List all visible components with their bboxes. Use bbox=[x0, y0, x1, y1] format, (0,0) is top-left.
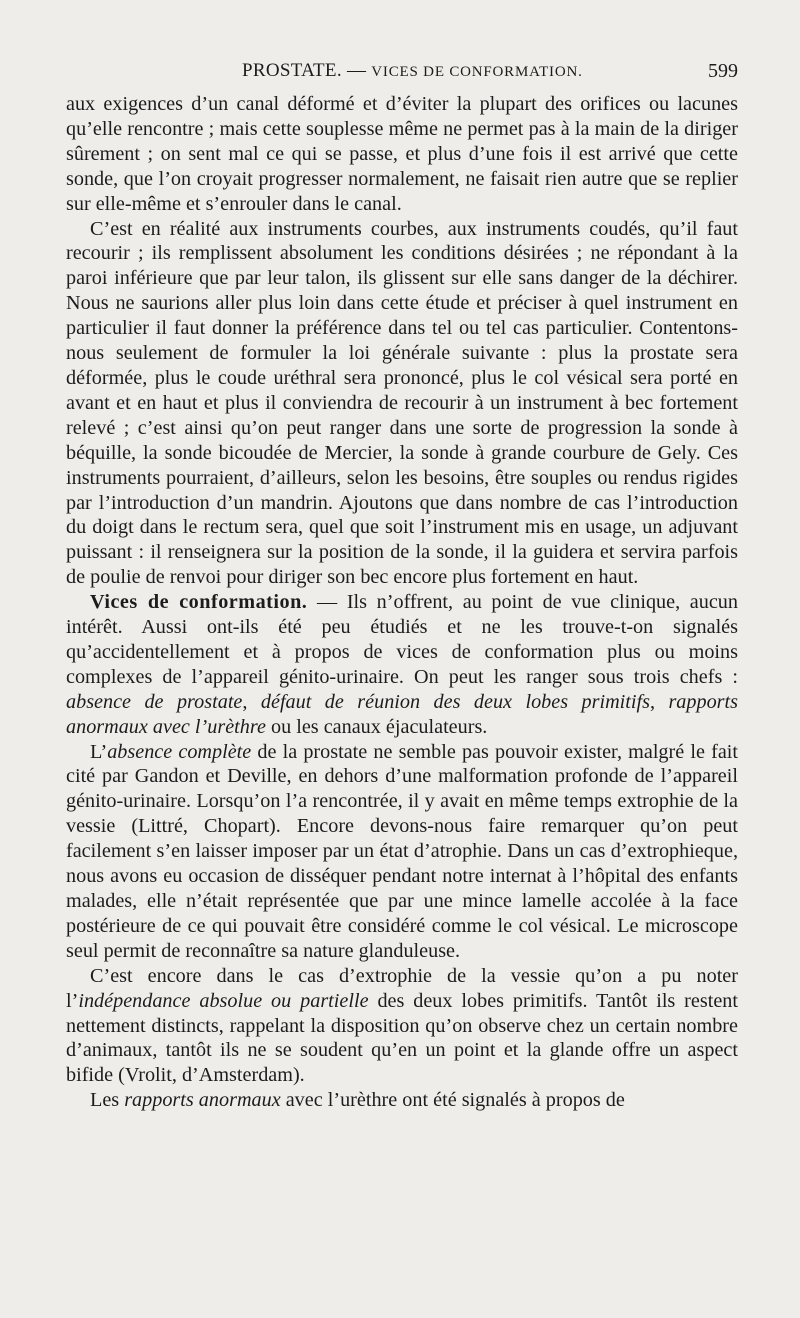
text-run: — Ils n’offrent, au point de vue clinique, aucun intérêt. Aussi ont-ils été peu étudiés et ne les trouve-t-on signalés qu’accidentellement et à propos de vices de conformation plus ou moins complexes de l’appareil génito-urinaire. On peut les ranger sous trois chefs : bbox=[66, 591, 738, 688]
section-heading: Vices de conformation. bbox=[90, 591, 308, 614]
paragraph-vices-de-conformation bbox=[66, 590, 738, 739]
text-run: C’est encore dans le cas d’extrophie de la vessie qu’on a pu noter l’ bbox=[66, 964, 738, 1012]
header-section-title: VICES DE CONFORMATION. bbox=[371, 64, 583, 80]
paragraph-independance bbox=[66, 964, 738, 1089]
text-run: avec l’urèthre ont été signalés à propos de bbox=[280, 1089, 625, 1112]
paragraph-absence-complete bbox=[66, 740, 738, 964]
text-run: L’ bbox=[90, 740, 108, 763]
page-body bbox=[66, 92, 738, 1113]
emphasis-text: défaut de réunion des deux lobes primitifs bbox=[260, 690, 650, 713]
page-number: 599 bbox=[708, 60, 738, 82]
emphasis-text: absence complète bbox=[107, 740, 252, 763]
paragraph-2: C’est en réalité aux instruments courbes, aux instruments coudés, qu’il faut recourir ; ils remplissent absolument les conditions désirées ; ne répondant à la paroi inférieure que par leur talon, ils glissent sur elle sans danger de la déchirer. Nous ne saurions aller plus loin dans cette étude et préciser à quel instrument en particulier il faut donner la préférence dans tel ou tel cas particulier. Contentons-nous seulement de formuler la loi générale suivante : plus la prostate sera déformée, plus le coude uréthral sera prononcé, plus le col vésical sera porté en avant et en haut et plus il conviendra de recourir à un instrument à bec fortement relevé ; c’est ainsi qu’on peut ranger dans une sorte de progression la sonde à béquille, la sonde bicoudée de Mercier, la sonde à grande courbure de Gely. Ces instruments pourraient, d’ailleurs, selon les besoins, être souples ou rendus rigides par l’introduction d’un mandrin. Ajoutons que dans nombre de cas l’introduction du doigt dans le rectum sera, quel que soit l’instrument mis en usage, un adjuvant puissant : il renseignera sur la position de la sonde, il la guidera et servira parfois de poulie de renvoi pour diriger son bec encore plus fortement en haut. bbox=[66, 217, 738, 589]
text-run: des deux lobes primitifs. Tantôt ils restent nettement distincts, rappelant la disposition qu’on observe chez un certain nombre d’animaux, tantôt ils ne se soudent qu’en un point et la glande offre un aspect bifide (Vrolit, d’Amsterdam). bbox=[66, 989, 738, 1087]
header-title-dash: — bbox=[341, 60, 372, 81]
emphasis-text: indépendance absolue ou partielle bbox=[78, 989, 369, 1012]
emphasis-text: rapports anormaux avec l’urèthre bbox=[66, 690, 739, 738]
paragraph-1: aux exigences d’un canal déformé et d’éviter la plupart des orifices ou lacunes qu’elle rencontre ; mais cette souplesse même ne permet pas à la main de la diriger sûrement ; on sent mal ce qui se passe, et plus d’une fois il est arrivé que cette sonde, que l’on croyait progresser normalement, ne faisait rien autre que se replier sur elle-même et s’enrouler dans le canal. bbox=[66, 93, 738, 215]
text-run: ou les canaux éjaculateurs. bbox=[265, 715, 488, 738]
text-run: , bbox=[649, 690, 669, 713]
running-header bbox=[66, 58, 738, 88]
header-title-main: PROSTATE. bbox=[242, 60, 342, 81]
emphasis-text: rapports anormaux bbox=[124, 1089, 281, 1112]
running-title bbox=[242, 60, 583, 82]
emphasis-text: absence de prostate bbox=[66, 690, 243, 713]
paragraph-rapports-anormaux bbox=[66, 1088, 738, 1113]
text-run: de la prostate ne semble pas pouvoir exister, malgré le fait cité par Gandon et Deville, en dehors d’une malformation profonde de l’appareil génito-urinaire. Lorsqu’on l’a rencontrée, il y avait en même temps extrophie de la vessie (Littré, Chopart). Encore devons-nous faire remarquer qu’on peut facilement s’en laisser imposer par un état d’atrophie. Dans un cas d’extrophieque, nous avons eu occasion de disséquer pendant notre internat à l’hôpital des enfants malades, elle n’était représentée que par une mince lamelle accolée à la face postérieure de ce qui pouvait être considéré comme le col vésical. Le microscope seul permit de reconnaître sa nature glanduleuse. bbox=[66, 740, 738, 962]
text-run: Les bbox=[90, 1089, 125, 1112]
text-run: , bbox=[242, 690, 261, 713]
